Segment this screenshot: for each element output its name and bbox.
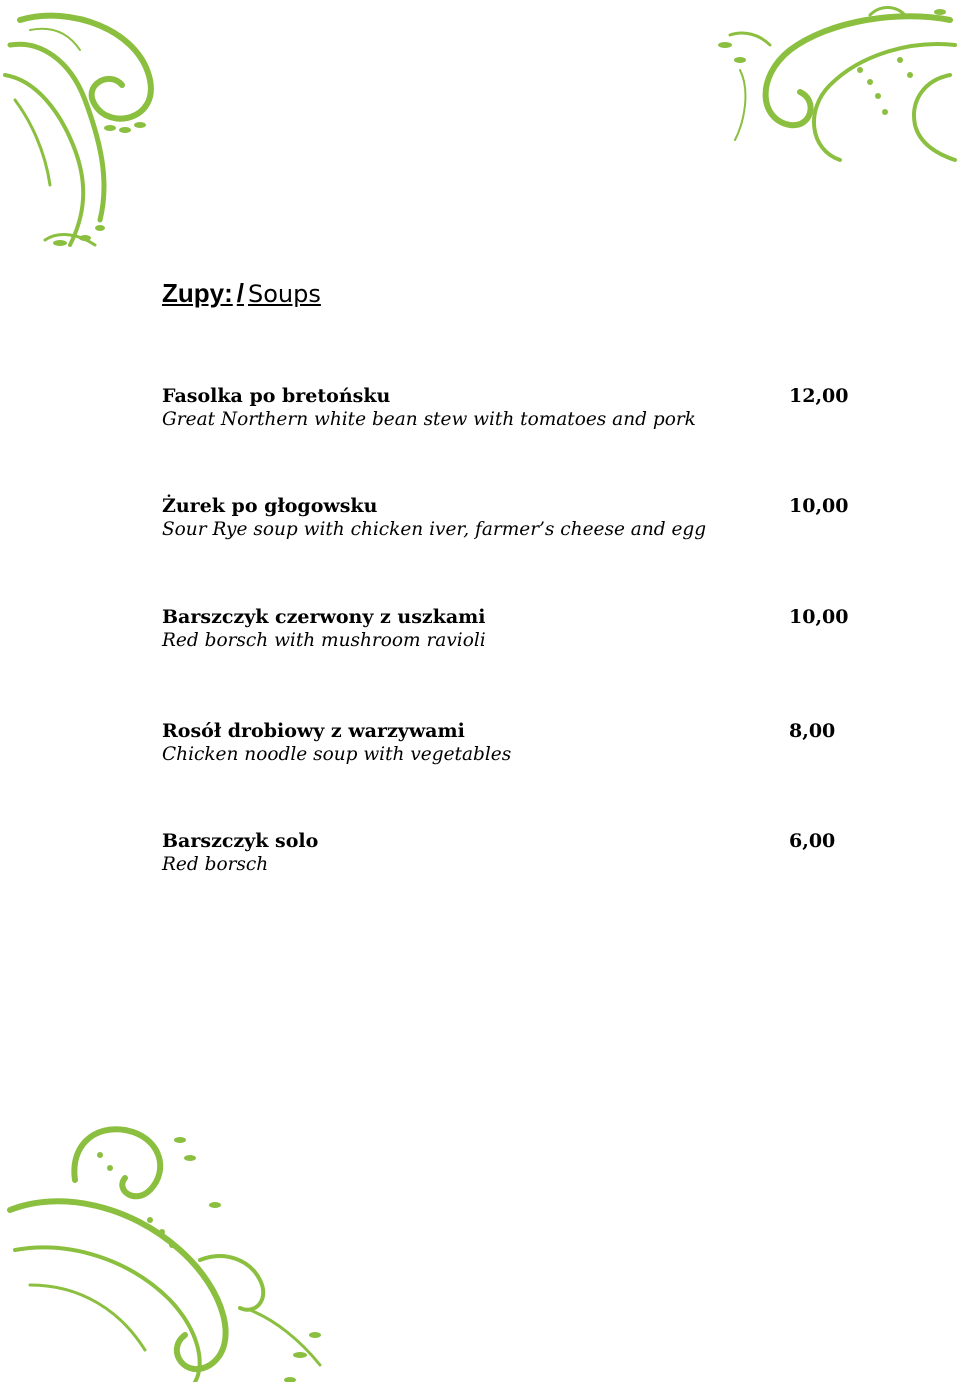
menu-item-name: Żurek po głogowsku	[162, 495, 378, 517]
menu-item-price: 10,00	[789, 495, 849, 517]
title-polish: Zupy:	[162, 278, 233, 308]
swirl-ornament-bottom-left	[0, 1110, 340, 1382]
menu-item-description: Red borsch	[162, 854, 269, 875]
menu-item-name: Fasolka po bretońsku	[162, 385, 391, 407]
menu-item-price: 6,00	[789, 830, 836, 852]
menu-item-description: Great Northern white bean stew with tomatoes and pork	[162, 409, 696, 430]
page-title	[162, 278, 321, 309]
menu-item-name: Barszczyk solo	[162, 830, 319, 852]
menu-item-description: Red borsch with mushroom ravioli	[162, 630, 486, 651]
menu-item-description: Sour Rye soup with chicken iver, farmer’s cheese and egg	[162, 519, 707, 540]
menu-item-name: Rosół drobiowy z warzywami	[162, 720, 465, 742]
title-english: Soups	[248, 280, 321, 308]
menu-item-description: Chicken noodle soup with vegetables	[162, 744, 512, 765]
menu-item-price: 10,00	[789, 606, 849, 628]
swirl-ornament-top-right	[700, 0, 960, 175]
menu-item-price: 12,00	[789, 385, 849, 407]
swirl-ornament-top-left	[0, 0, 180, 270]
menu-item-price: 8,00	[789, 720, 836, 742]
title-separator: /	[236, 278, 244, 308]
menu-item-name: Barszczyk czerwony z uszkami	[162, 606, 486, 628]
